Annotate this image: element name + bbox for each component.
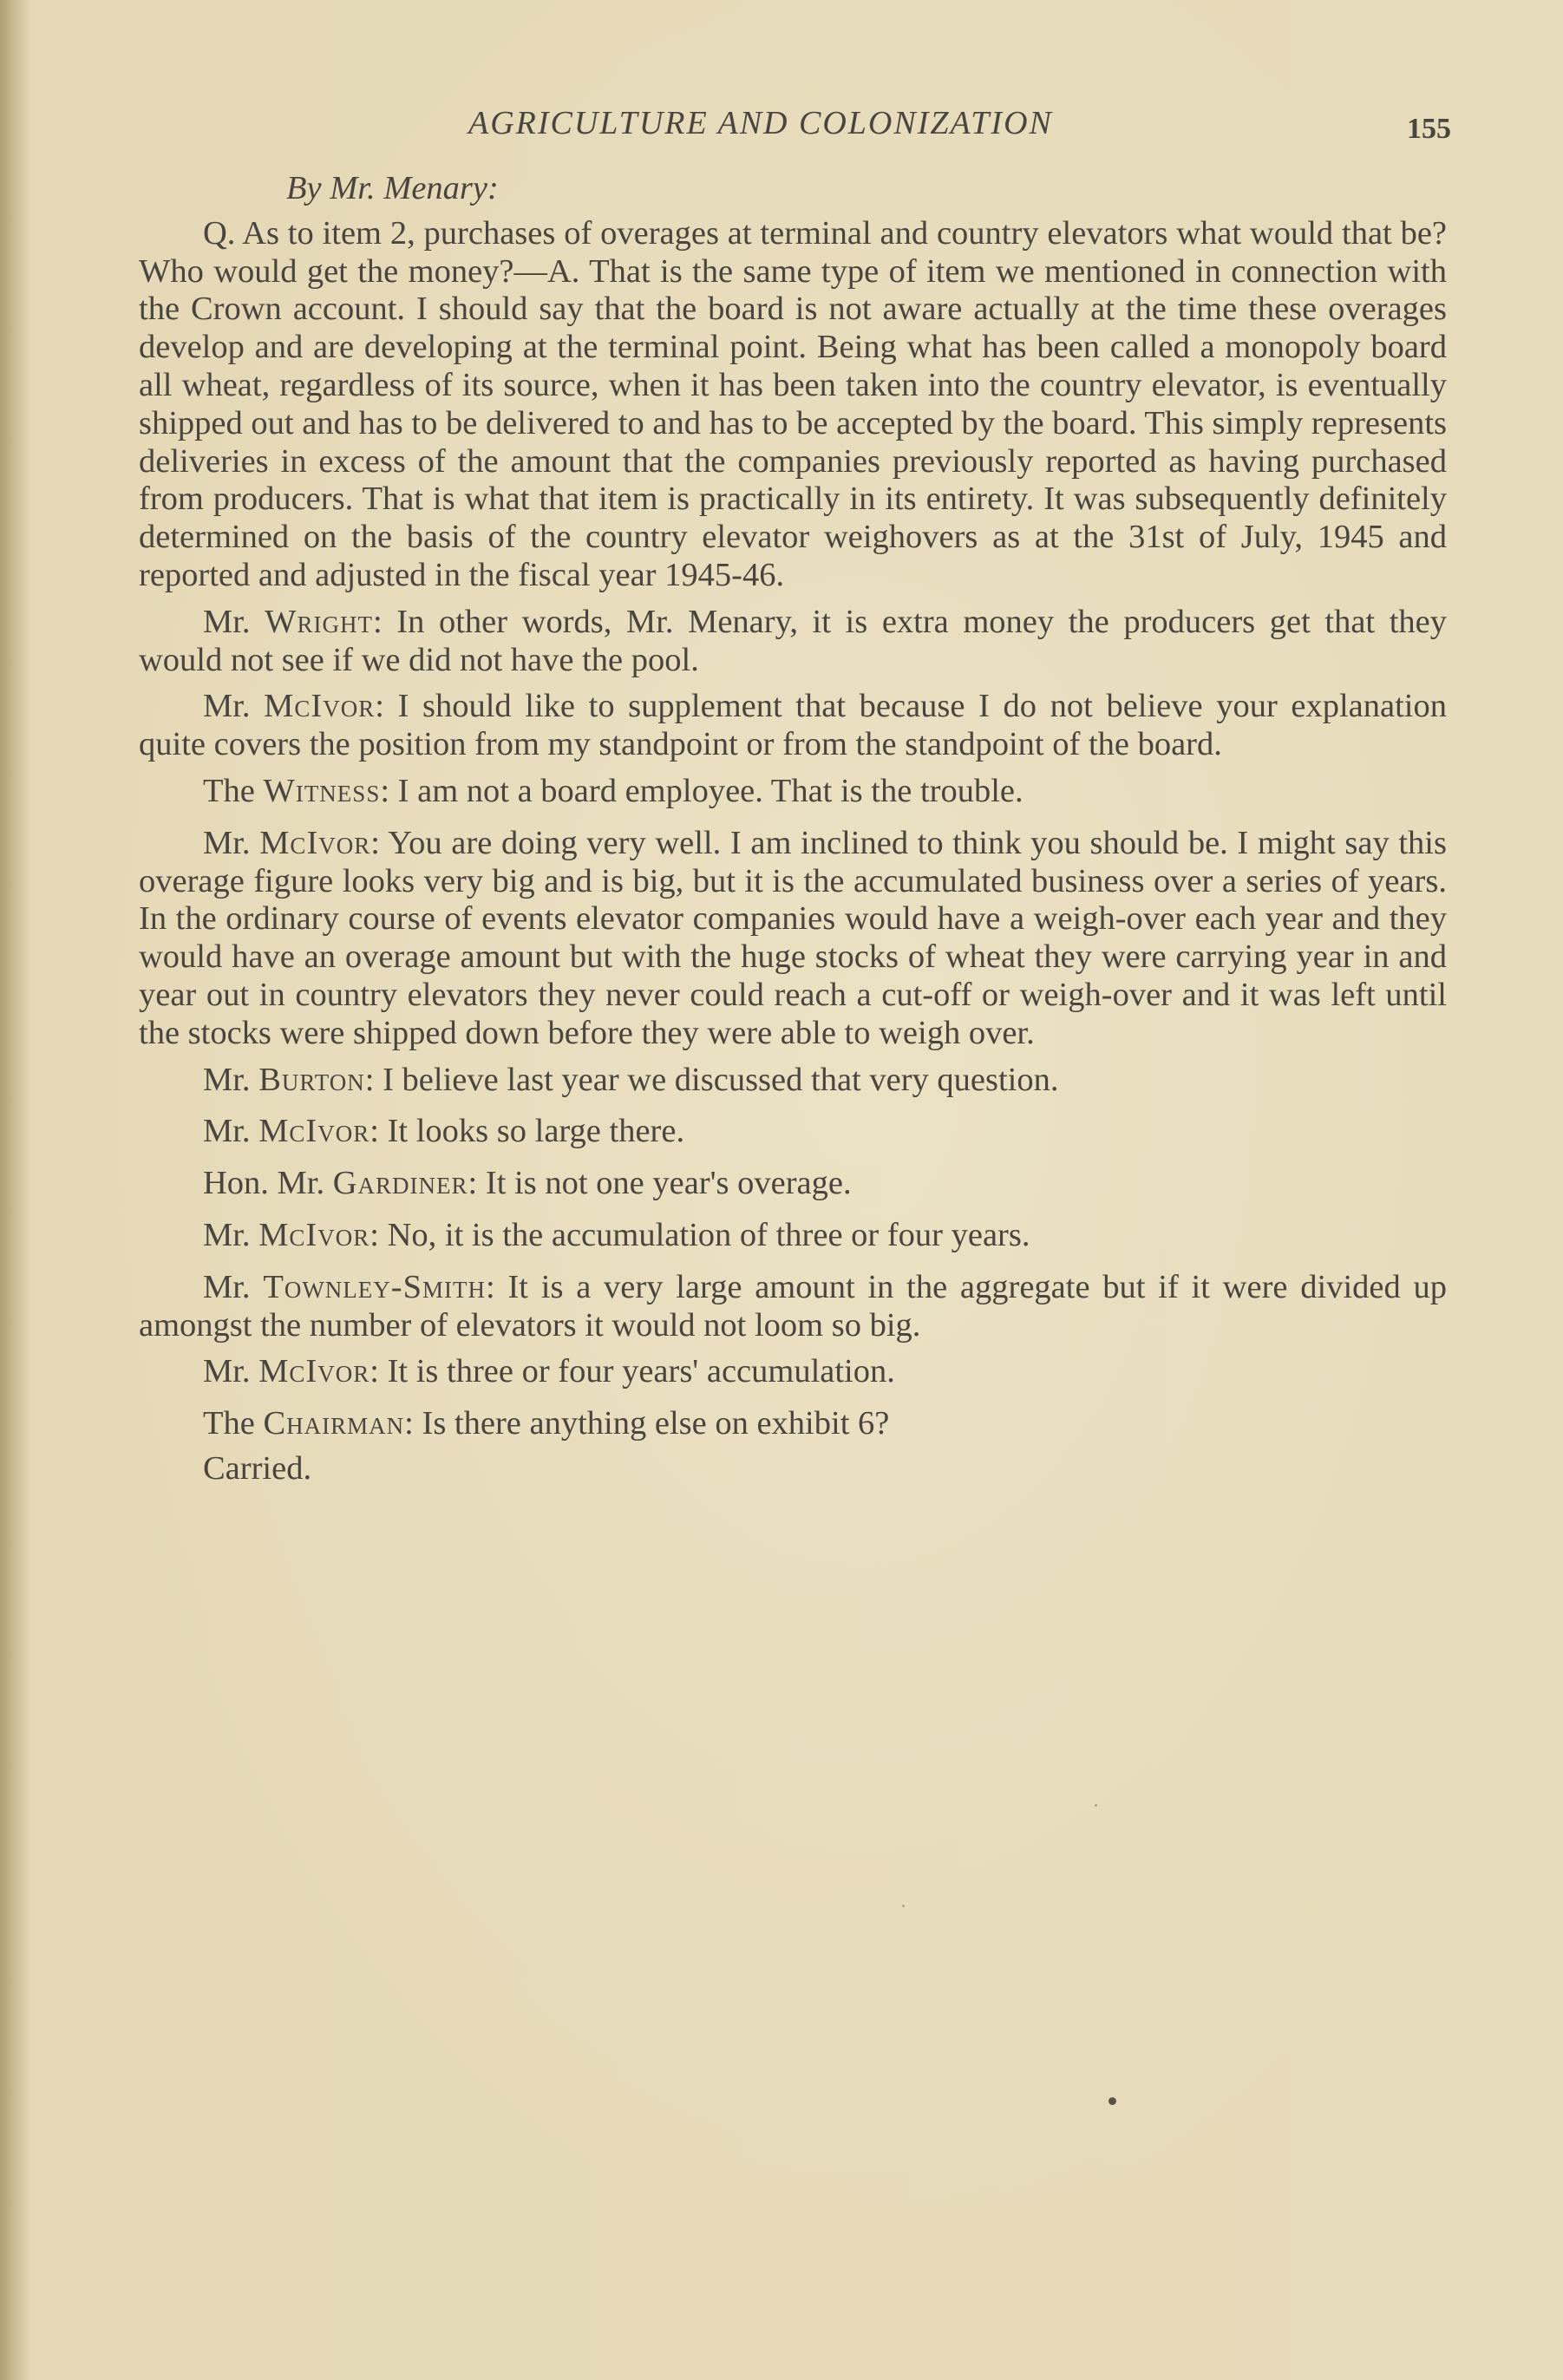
question-answer-paragraph bbox=[139, 215, 1447, 595]
paragraph-text: It is not one year's overage. bbox=[485, 1165, 852, 1202]
paragraph-text: I believe last year we discussed that very question. bbox=[383, 1061, 1059, 1098]
speaker-paragraph: Mr. McIvor: I should like to supplement that because I do not believe your explanation quite covers the position from my standpoint or from the standpoint of the board. bbox=[139, 688, 1447, 763]
questioner-byline: By Mr. Menary: bbox=[286, 170, 499, 206]
closing-line: Carried. bbox=[203, 1449, 312, 1487]
paragraph-text: Is there anything else on exhibit 6? bbox=[422, 1405, 890, 1442]
speaker-prefix: Mr. bbox=[203, 824, 260, 861]
speaker-paragraph: Hon. Mr. Gardiner: It is not one year's overage. bbox=[203, 1165, 852, 1202]
paragraph-text: You are doing very well. I am inclined to think you should be. I might say this overage figure looks very big and is big, but it is the accumulated business over a series of years. In the ordinary course of events elevator companies would have a weigh-over each year and they would have an overage amount but with the huge stocks of wheat they were carrying year in and year out in country elevators they never could reach a cut-off or weigh-over and it was left until the stocks were shipped down before they were able to weigh over. bbox=[139, 824, 1447, 1051]
ink-speck bbox=[902, 1905, 905, 1907]
speaker-name: McIvor bbox=[258, 1216, 370, 1253]
speaker-prefix: The bbox=[203, 1405, 264, 1442]
running-head: AGRICULTURE AND COLONIZATION bbox=[468, 105, 1053, 141]
speaker-name: Wright bbox=[265, 603, 373, 640]
speaker-prefix: Mr. bbox=[203, 1268, 264, 1305]
speaker-name: McIvor bbox=[264, 688, 376, 725]
paragraph-text: It looks so large there. bbox=[387, 1113, 685, 1150]
speaker-prefix: Mr. bbox=[203, 1353, 259, 1390]
speaker-name: McIvor bbox=[258, 1353, 370, 1390]
speaker-prefix: Mr. bbox=[203, 603, 265, 640]
speaker-name: Witness bbox=[263, 772, 381, 809]
paragraph-text: Q. As to item 2, purchases of overages at terminal and country elevators what would that be? Who would get the money?—A. That is the same type of item we mentioned in connection with the Crown account. I should say that the board is not aware actually at the time these overages develop and are developing at the terminal point. Being what has been called a monopoly board all wheat, regardless of its source, when it has been taken into the country elevator, is eventually shipped out and has to be delivered to and has to be accepted by the board. This simply represents deliveries in excess of the amount that the companies previously reported as having purchased from producers. That is what that item is practically in its entirety. It was subsequently definitely determined on the basis of the country elevator weighovers as at the 31st of July, 1945 and reported and adjusted in the fiscal year 1945-46. bbox=[139, 214, 1447, 593]
speaker-name: Townley-Smith bbox=[263, 1268, 487, 1305]
speaker-paragraph: The Chairman: Is there anything else on exhibit 6? bbox=[203, 1405, 890, 1442]
speaker-name: Gardiner bbox=[332, 1165, 468, 1202]
speaker-name: Chairman bbox=[263, 1405, 405, 1442]
speaker-prefix: Mr. bbox=[203, 1216, 259, 1253]
speaker-prefix: Hon. Mr. bbox=[203, 1165, 333, 1202]
speaker-name: McIvor bbox=[259, 824, 371, 861]
speaker-paragraph: Mr. McIvor: No, it is the accumulation of three or four years. bbox=[203, 1216, 1030, 1253]
speaker-paragraph: Mr. McIvor: It is three or four years' accumulation. bbox=[203, 1353, 895, 1390]
paragraph-text: It is a very large amount in the aggregate but if it were divided up amongst the number of elevators it would not loom so big. bbox=[139, 1268, 1447, 1344]
speaker-paragraph: Mr. Townley-Smith: It is a very large amount in the aggregate but if it were divided up amongst the number of elevators it would not loom so big. bbox=[139, 1268, 1447, 1344]
paragraph-text: I am not a board employee. That is the trouble. bbox=[397, 772, 1023, 809]
speaker-prefix: Mr. bbox=[203, 1061, 259, 1098]
speaker-paragraph: Mr. Burton: I believe last year we discussed that very question. bbox=[203, 1061, 1059, 1098]
speaker-paragraph: The Witness: I am not a board employee. That is the trouble. bbox=[203, 772, 1023, 809]
speaker-name: Burton bbox=[258, 1061, 365, 1098]
paragraph-text: In other words, Mr. Menary, it is extra money the producers get that they would not see if we did not have the pool. bbox=[139, 603, 1447, 678]
speaker-name: McIvor bbox=[258, 1113, 370, 1150]
speaker-paragraph: Mr. Wright: In other words, Mr. Menary, it is extra money the producers get that they would not see if we did not have the pool. bbox=[139, 603, 1447, 678]
paragraph-text: No, it is the accumulation of three or four years. bbox=[387, 1216, 1030, 1253]
binding-gutter-shadow bbox=[0, 0, 29, 2380]
speaker-paragraph: Mr. McIvor: It looks so large there. bbox=[203, 1113, 685, 1150]
ink-speck bbox=[1108, 2097, 1116, 2105]
page-number: 155 bbox=[1407, 113, 1451, 145]
speaker-prefix: Mr. bbox=[203, 688, 265, 725]
paragraph-text: It is three or four years' accumulation. bbox=[387, 1353, 895, 1390]
paragraph-text: I should like to supplement that because I do not believe your explanation quite covers the position from my standpoint or from the standpoint of the board. bbox=[139, 688, 1447, 763]
ink-speck bbox=[1095, 1804, 1097, 1807]
speaker-paragraph: Mr. McIvor: You are doing very well. I am inclined to think you should be. I might say this overage figure looks very big and is big, but it is the accumulated business over a series of years. In the ordinary course of events elevator companies would have a weigh-over each year and they would have an overage amount but with the huge stocks of wheat they were carrying year in and year out in country elevators they never could reach a cut-off or weigh-over and it was left until the stocks were shipped down before they were able to weigh over. bbox=[139, 824, 1447, 1051]
speaker-prefix: Mr. bbox=[203, 1113, 259, 1150]
page-body bbox=[139, 170, 1447, 1488]
speaker-prefix: The bbox=[203, 772, 264, 809]
